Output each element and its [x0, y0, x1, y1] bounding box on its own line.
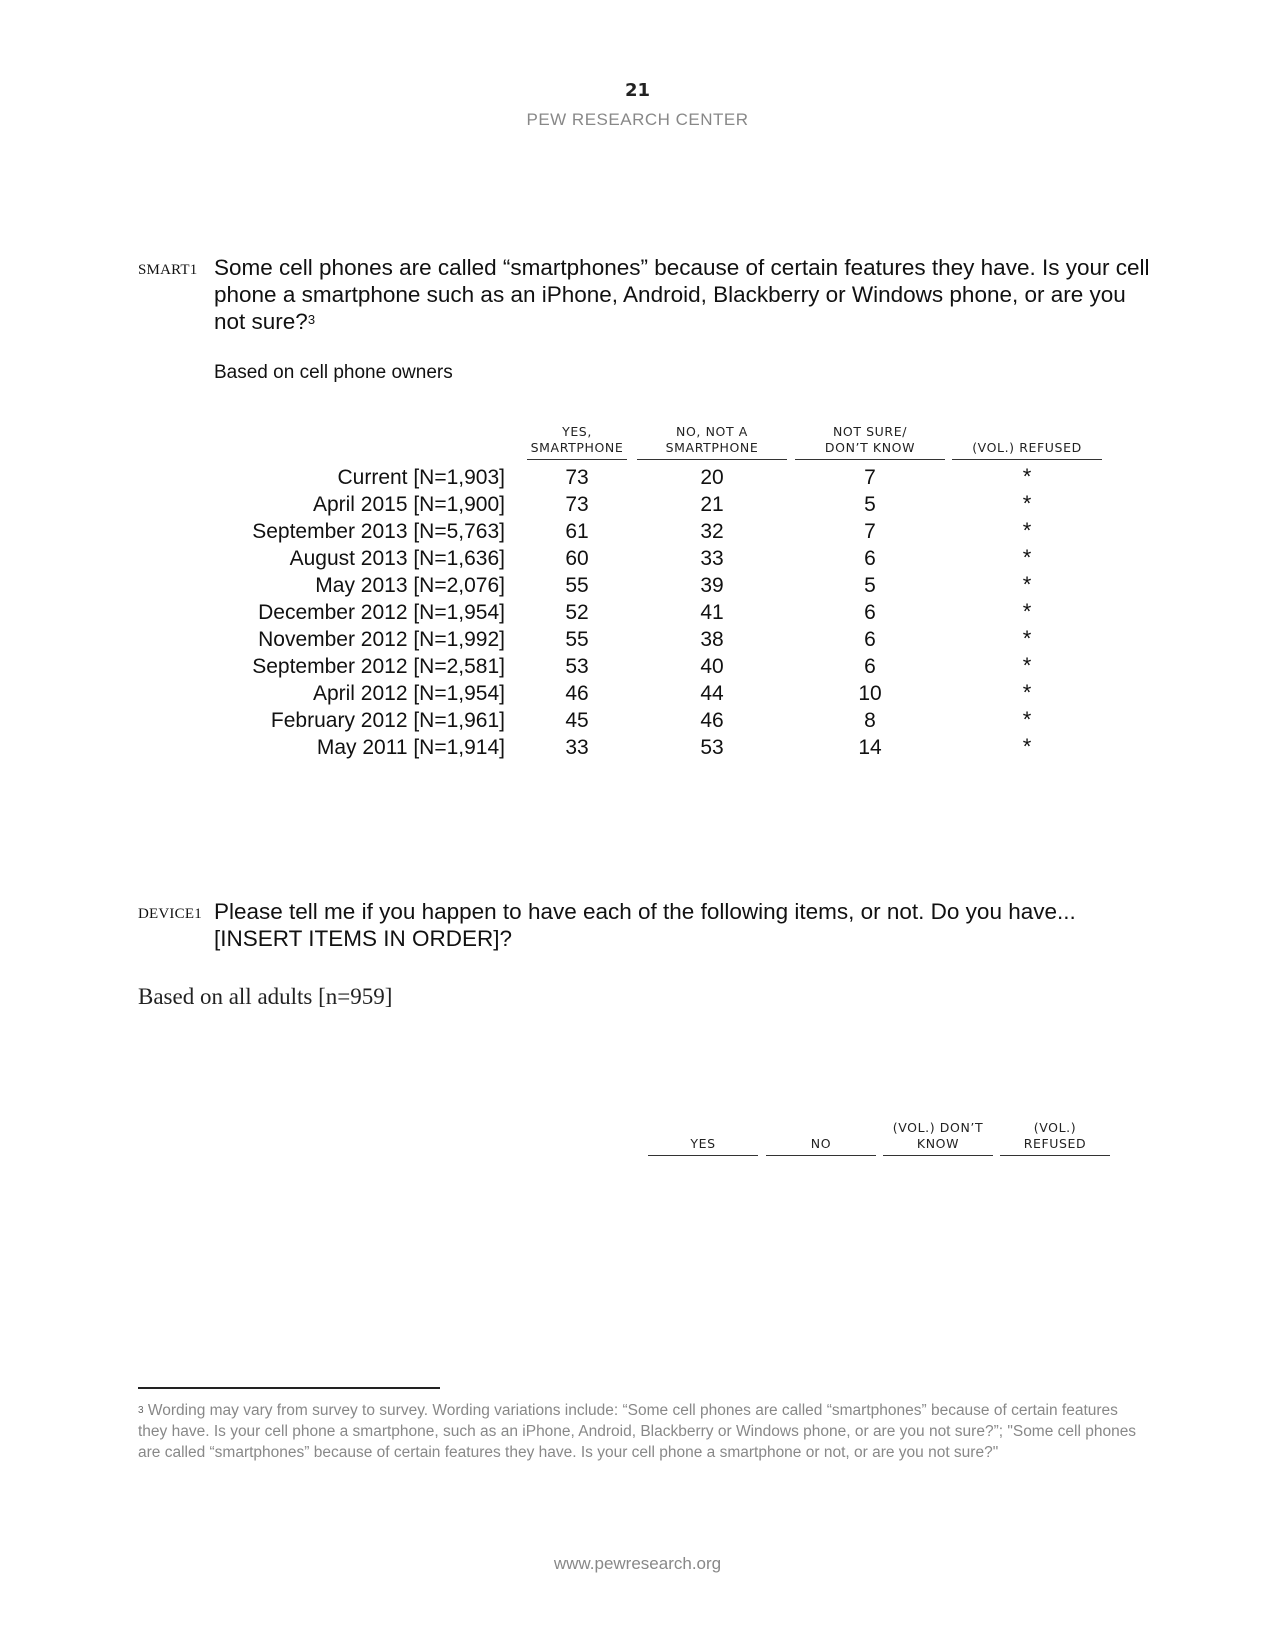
cell-notsure: 5 [864, 493, 876, 516]
table-row-label: December 2012 [N=1,954] [258, 601, 505, 624]
cell-refused: * [1022, 599, 1032, 624]
col-header-not-sure [795, 424, 945, 460]
device1-col-header-no [766, 1120, 876, 1156]
cell-no: 39 [700, 574, 724, 597]
cell-no: 53 [700, 736, 724, 759]
footnote-divider [138, 1387, 440, 1389]
cell-refused: * [1022, 680, 1032, 705]
cell-notsure: 8 [864, 709, 876, 732]
cell-yes: 60 [565, 547, 589, 570]
cell-notsure: 6 [864, 628, 876, 651]
cell-no: 20 [700, 466, 724, 489]
col-header-refused-spacer [952, 424, 1102, 440]
footnote-text: Wording may vary from survey to survey. Wording variations include: “Some cell phones are called “smartphones” because of certain features they have. Is your cell phone a smartphone, such as an iPhone, Android, Blackberry or Windows phone, or are you not sure?”; "Some cell phones are called “smartphones” because of certain features they have. Is your cell phone a smartphone or not, or are you not sure?" [138, 1402, 1137, 1461]
cell-yes: 53 [565, 655, 589, 678]
device1-col-yes-label: YES [690, 1136, 716, 1151]
cell-yes: 46 [565, 682, 589, 705]
cell-yes: 73 [565, 466, 589, 489]
cell-no: 41 [700, 601, 724, 624]
smart1-question-body: Some cell phones are called “smartphones” because of certain features they have. Is your cell phone a smartphone such as an iPhone, Android, Blackberry or Windows phone, or are you not sure? [214, 255, 1150, 334]
cell-refused: * [1022, 545, 1032, 570]
col-header-yes-line1: YES, [562, 424, 592, 439]
table-row-label: November 2012 [N=1,992] [258, 628, 505, 651]
device1-col-dk-line2: KNOW [916, 1136, 960, 1151]
table-row-label: April 2015 [N=1,900] [312, 493, 505, 516]
device1-col-refused-line1: (VOL.) [1033, 1120, 1077, 1135]
col-header-refused-label: (VOL.) REFUSED [972, 440, 1082, 455]
device1-col-spacer [766, 1120, 876, 1136]
footnote [138, 1400, 1138, 1463]
smart1-base-label: Based on cell phone owners [214, 362, 453, 383]
col-header-notsure-line2: DON’T KNOW [824, 440, 916, 455]
cell-notsure: 14 [858, 736, 882, 759]
smart1-question-code: SMART1 [138, 262, 198, 278]
table-row-label: September 2013 [N=5,763] [252, 520, 505, 543]
cell-yes: 61 [565, 520, 589, 543]
col-header-no-smartphone [637, 424, 787, 460]
cell-notsure: 7 [864, 520, 876, 543]
device1-question-line2: [INSERT ITEMS IN ORDER]? [214, 926, 512, 951]
col-header-notsure-line1: NOT SURE/ [832, 424, 908, 439]
cell-no: 46 [700, 709, 724, 732]
table-row-label: April 2012 [N=1,954] [312, 682, 505, 705]
col-header-no-line1: NO, NOT A [676, 424, 748, 439]
cell-yes: 52 [565, 601, 589, 624]
footnote-number: 3 [138, 1405, 144, 1416]
device1-base-label: Based on all adults [n=959] [138, 984, 393, 1009]
smart1-question-text [214, 254, 1154, 335]
table-row-label: May 2013 [N=2,076] [315, 574, 505, 597]
device1-col-refused-line2: REFUSED [1023, 1136, 1087, 1151]
device1-question-text [214, 898, 1154, 952]
col-header-no-line2: SMARTPHONE [665, 440, 759, 455]
table-row-label: September 2012 [N=2,581] [252, 655, 505, 678]
cell-refused: * [1022, 518, 1032, 543]
cell-refused: * [1022, 626, 1032, 651]
device1-question-line1: Please tell me if you happen to have each of the following items, or not. Do you have... [214, 899, 1076, 924]
cell-yes: 55 [565, 574, 589, 597]
cell-notsure: 6 [864, 601, 876, 624]
device1-col-spacer [648, 1120, 758, 1136]
cell-no: 38 [700, 628, 724, 651]
table-row-label: February 2012 [N=1,961] [270, 709, 505, 732]
table-row-label: May 2011 [N=1,914] [316, 736, 505, 759]
col-header-yes-smartphone [527, 424, 627, 460]
table-row-label: August 2013 [N=1,636] [289, 547, 505, 570]
device1-col-header-yes [648, 1120, 758, 1156]
cell-yes: 45 [565, 709, 589, 732]
cell-yes: 33 [565, 736, 589, 759]
cell-no: 33 [700, 547, 724, 570]
device1-col-dk-line1: (VOL.) DON’T [892, 1120, 984, 1135]
cell-refused: * [1022, 653, 1032, 678]
page-number: 21 [624, 80, 651, 101]
cell-refused: * [1022, 572, 1032, 597]
footer-url: www.pewresearch.org [553, 1554, 722, 1573]
cell-refused: * [1022, 491, 1032, 516]
cell-yes: 55 [565, 628, 589, 651]
cell-notsure: 6 [864, 655, 876, 678]
cell-notsure: 5 [864, 574, 876, 597]
cell-notsure: 7 [864, 466, 876, 489]
cell-notsure: 10 [858, 682, 882, 705]
cell-no: 21 [700, 493, 724, 516]
col-header-refused [952, 424, 1102, 460]
cell-no: 40 [700, 655, 724, 678]
table-row-label: Current [N=1,903] [337, 466, 505, 489]
device1-col-header-refused [1000, 1120, 1110, 1156]
cell-notsure: 6 [864, 547, 876, 570]
cell-refused: * [1022, 707, 1032, 732]
cell-no: 44 [700, 682, 724, 705]
device1-col-no-label: NO [810, 1136, 832, 1151]
footnote-reference: 3 [307, 312, 316, 327]
col-header-yes-line2: SMARTPHONE [530, 440, 624, 455]
cell-refused: * [1022, 734, 1032, 759]
device1-col-header-dont-know [883, 1120, 993, 1156]
cell-yes: 73 [565, 493, 589, 516]
cell-refused: * [1022, 464, 1032, 489]
organization-name: PEW RESEARCH CENTER [526, 110, 749, 129]
device1-question-code: DEVICE1 [138, 906, 202, 922]
cell-no: 32 [700, 520, 724, 543]
